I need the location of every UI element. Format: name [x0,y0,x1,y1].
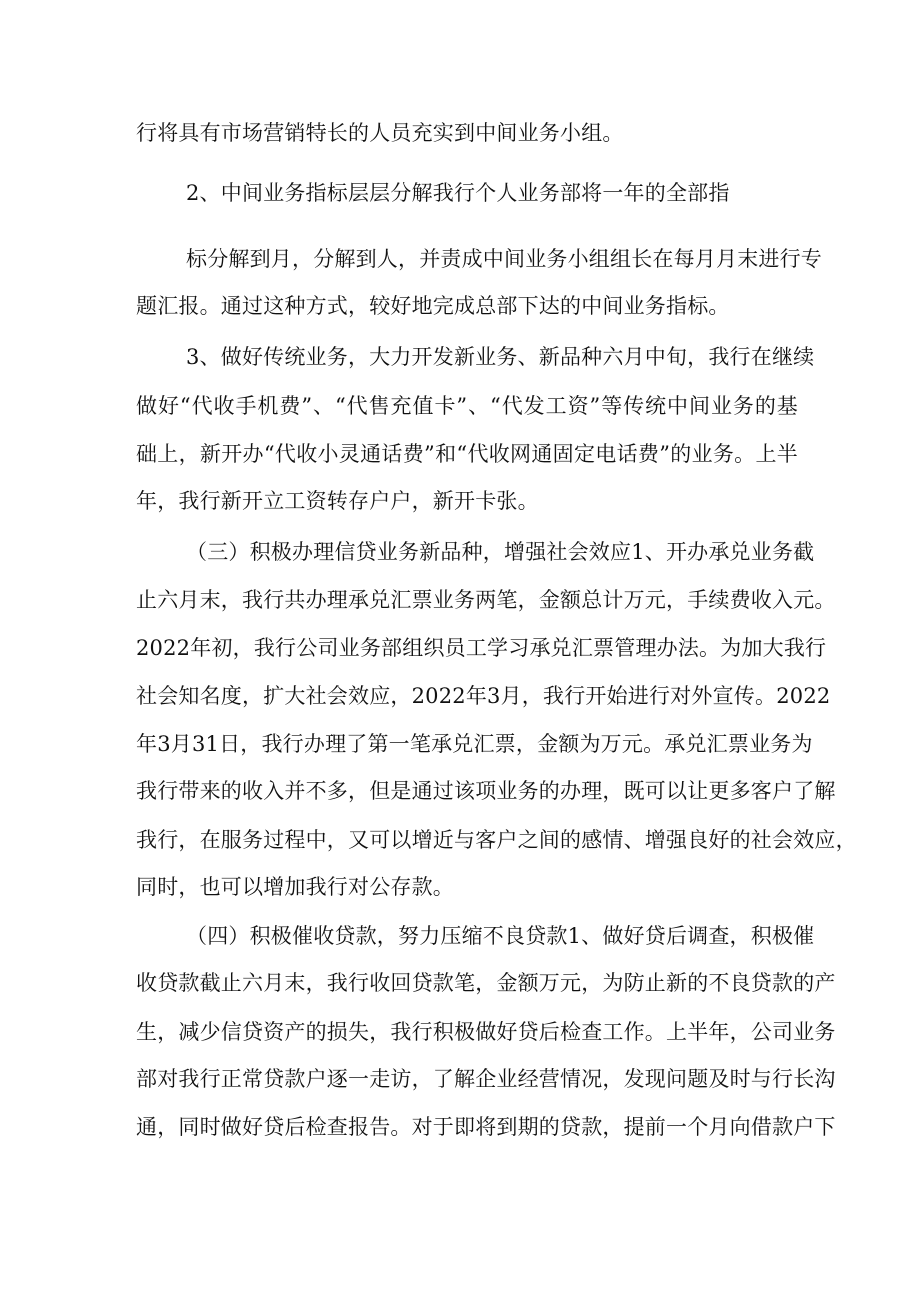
text-line: 做好“代收手机费”、“代售充值卡”、“代发工资”等传统中间业务的基 [136,394,798,418]
text-line: 标分解到月，分解到人，并责成中间业务小组组长在每月月末进行专 [186,247,822,271]
text-line: 2022年初，我行公司业务部组织员工学习承兑汇票管理办法。为加大我行 [136,636,827,660]
text-line: 通，同时做好贷后检查报告。对于即将到期的贷款，提前一个月向借款户下 [136,1115,836,1139]
text-line: （三）积极办理信贷业务新品种，增强社会效应1、开办承兑业务截 [186,540,815,564]
text-line: 年3月31日，我行办理了第一笔承兑汇票，金额为万元。承兑汇票业务为 [136,732,813,756]
text-line: 止六月末，我行共办理承兑汇票业务两笔，金额总计万元，手续费收入元。 [136,588,836,612]
text-line: 础上，新开办“代收小灵通话费”和“代收网通固定电话费”的业务。上半 [136,442,798,466]
text-line: 我行，在服务过程中，又可以增近与客户之间的感情、增强良好的社会效应， [136,828,857,852]
text-line: 部对我行正常贷款户逐一走访，了解企业经营情况，发现问题及时与行长沟 [136,1067,836,1091]
text-line: 2、中间业务指标层层分解我行个人业务部将一年的全部指 [186,181,730,205]
text-line: 题汇报。通过这种方式，较好地完成总部下达的中间业务指标。 [136,294,730,318]
text-line: 同时，也可以增加我行对公存款。 [136,875,454,899]
text-line: 社会知名度，扩大社会效应，2022年3月，我行开始进行对外宣传。2022 [136,684,831,708]
text-line: 年，我行新开立工资转存户户，新开卡张。 [136,489,539,513]
text-line: 收贷款截止六月末，我行收回贷款笔，金额万元，为防止新的不良贷款的产 [136,971,836,995]
text-line: 生，减少信贷资产的损失，我行积极做好贷后检查工作。上半年，公司业务 [136,1020,836,1044]
text-line: 行将具有市场营销特长的人员充实到中间业务小组。 [136,121,624,145]
text-line: 3、做好传统业务，大力开发新业务、新品种六月中旬，我行在继续 [186,345,815,369]
text-line: （四）积极催收贷款，努力压缩不良贷款1、做好贷后调查，积极催 [186,924,815,948]
text-line: 我行带来的收入并不多，但是通过该项业务的办理，既可以让更多客户了解 [136,779,836,803]
